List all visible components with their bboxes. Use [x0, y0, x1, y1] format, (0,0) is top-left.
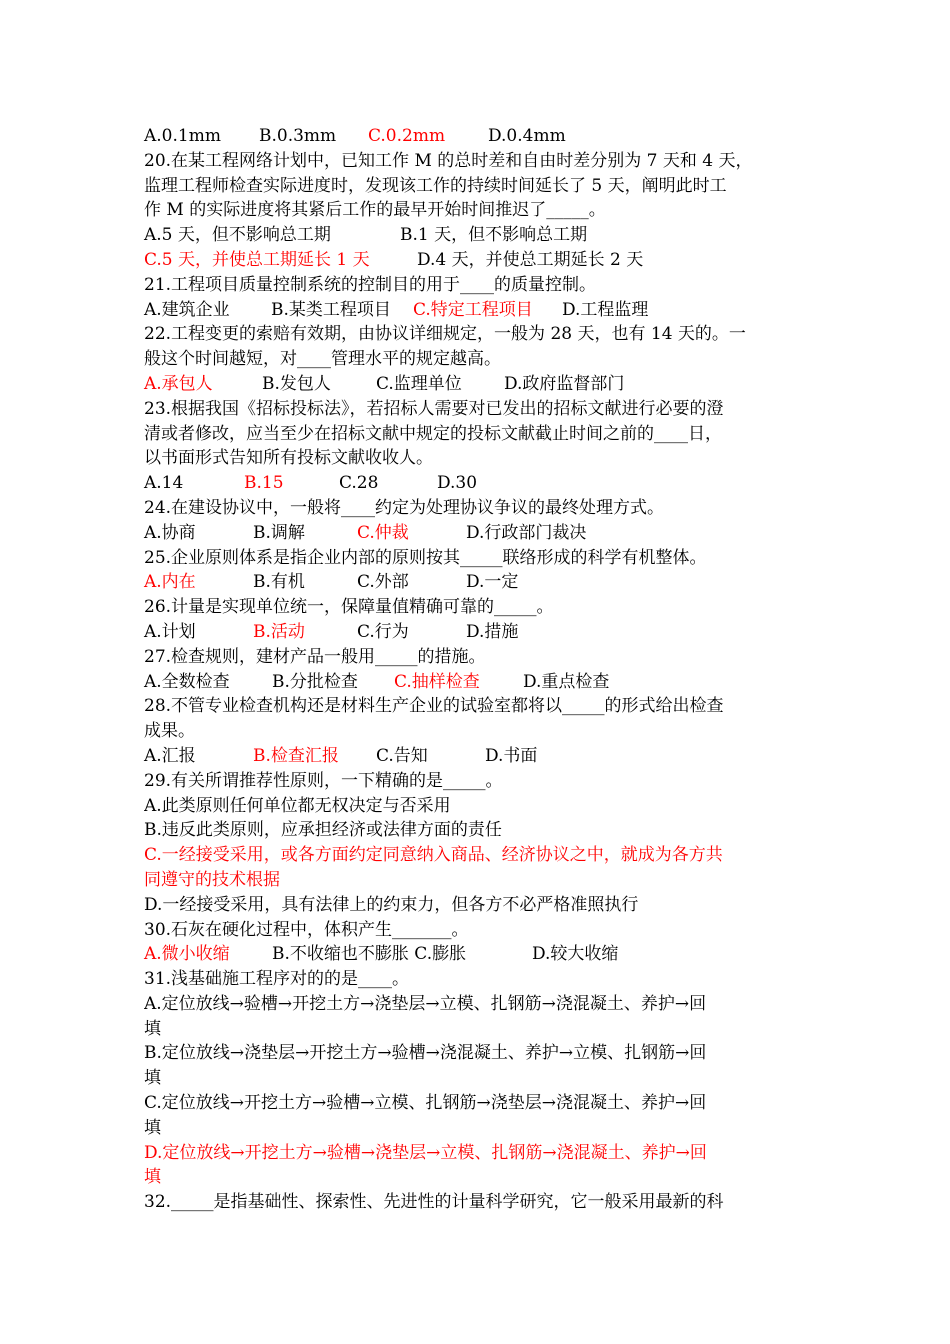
option: C.行为	[357, 621, 409, 642]
answer-option: C.抽样检查	[394, 671, 480, 692]
answer-option: B.检查汇报	[253, 745, 339, 766]
q31-text-line: 填	[144, 1068, 161, 1089]
q22-text-line: 22.工程变更的索赔有效期，由协议详细规定，一般为 28 天，也有 14 天的。一	[144, 324, 746, 345]
answer-option: C.仲裁	[357, 522, 409, 543]
q31-text-line: A.定位放线→验槽→开挖土方→浇垫层→立模、扎钢筋→浇混凝土、养护→回	[144, 993, 707, 1014]
q20-text	[144, 149, 804, 223]
option: D.4 天，并使总工期延长 2 天	[417, 249, 644, 270]
option: B.某类工程项目	[271, 299, 391, 320]
option: D.30	[437, 473, 478, 494]
option: A.全数检查	[144, 671, 230, 692]
q29-option-c-line: C.一经接受采用，或各方面约定同意纳入商品、经济协议之中，就成为各方共	[144, 845, 723, 866]
q19-options	[144, 124, 804, 149]
q30-text	[144, 918, 804, 943]
question-list	[144, 124, 804, 1215]
q20-options-row1	[144, 223, 804, 248]
q21-options	[144, 298, 804, 323]
answer-option: C.5 天，并使总工期延长 1 天	[144, 249, 370, 270]
q31-text-line: 填	[144, 1018, 161, 1039]
option: C.告知	[376, 745, 428, 766]
q25-text	[144, 546, 804, 571]
q31-option-d	[144, 1141, 804, 1191]
option: D.工程监理	[562, 299, 649, 320]
q29-text-line: A.此类原则任何单位都无权决定与否采用	[144, 795, 451, 816]
option: B.0.3mm	[259, 126, 337, 146]
option: B.1 天，但不影响总工期	[400, 225, 588, 246]
q29-text	[144, 769, 804, 843]
q30-options	[144, 942, 804, 967]
q28-text-line: 成果。	[144, 721, 195, 742]
option: C.监理单位	[376, 373, 462, 394]
q29-option-c-line: 同遵守的技术根据	[144, 869, 280, 890]
option: D.行政部门裁决	[466, 522, 587, 543]
q20-text-line: 监理工程师检查实际进度时，发现该工作的持续时间延长了 5 天，阐明此时工	[144, 175, 727, 196]
q28-text	[144, 694, 804, 744]
q28-options	[144, 744, 804, 769]
q24-text-line: 24.在建设协议中，一般将____约定为处理协议争议的最终处理方式。	[144, 497, 665, 518]
q30-text-line: 30.石灰在硬化过程中，体积产生_______。	[144, 919, 469, 940]
option: D.措施	[466, 621, 519, 642]
option: A.计划	[144, 621, 196, 642]
q22-options	[144, 372, 804, 397]
option: A.5 天，但不影响总工期	[144, 225, 331, 246]
q29-option-d	[144, 893, 804, 918]
q24-text	[144, 496, 804, 521]
option: A.汇报	[144, 745, 196, 766]
q23-options	[144, 471, 804, 496]
q24-options	[144, 521, 804, 546]
q25-text-line: 25.企业原则体系是指企业内部的原则按其_____联络形成的科学有机整体。	[144, 547, 707, 568]
option: B.发包人	[262, 373, 331, 394]
q23-text-line: 23.根据我国《招标投标法》，若招标人需要对已发出的招标文献进行必要的澄	[144, 398, 724, 419]
q20-text-line: 20.在某工程网络计划中，已知工作 M 的总时差和自由时差分别为 7 天和 4 天，	[144, 150, 753, 171]
q27-text	[144, 645, 804, 670]
q29-option-c	[144, 843, 804, 893]
option: C.外部	[357, 572, 409, 593]
option: B.调解	[253, 522, 305, 543]
option: D.重点检查	[523, 671, 610, 692]
option: D.0.4mm	[488, 126, 566, 146]
option: D.书面	[485, 745, 538, 766]
q23-text	[144, 397, 804, 471]
q31-text-line: 31.浅基础施工程序对的的是____。	[144, 969, 410, 990]
option: D.较大收缩	[532, 944, 619, 965]
q20-text-line: 作 M 的实际进度将其紧后工作的最早开始时间推迟了_____。	[144, 200, 606, 221]
q26-text-line: 26.计量是实现单位统一，保障量值精确可靠的_____。	[144, 597, 554, 618]
q28-text-line: 28.不管专业检查机构还是材料生产企业的试验室都将以_____的形式给出检查	[144, 696, 724, 717]
q29-option-d-line: D.一经接受采用，具有法律上的约束力，但各方不必严格准照执行	[144, 894, 639, 915]
q31-text-line: 填	[144, 1117, 161, 1138]
answer-option: B.活动	[253, 621, 305, 642]
q31-option-d-line: 填	[144, 1167, 161, 1188]
option: A.14	[144, 473, 184, 494]
q31-text-line: B.定位放线→浇垫层→开挖土方→验槽→浇混凝土、养护→立模、扎钢筋→回	[144, 1043, 707, 1064]
q27-text-line: 27.检查规则，建材产品一般用_____的措施。	[144, 646, 486, 667]
q31-option-d-line: D.定位放线→开挖土方→验槽→浇垫层→立模、扎钢筋→浇混凝土、养护→回	[144, 1142, 707, 1163]
q32-text-line: 32._____是指基础性、探索性、先进性的计量科学研究，它一般采用最新的科	[144, 1192, 724, 1213]
answer-option: A.承包人	[144, 373, 213, 394]
q29-text-line: 29.有关所谓推荐性原则，一下精确的是_____。	[144, 770, 503, 791]
q26-text	[144, 595, 804, 620]
q21-text-line: 21.工程项目质量控制系统的控制目的用于____的质量控制。	[144, 274, 597, 295]
q27-options	[144, 670, 804, 695]
answer-option: C.特定工程项目	[413, 299, 533, 320]
q25-options	[144, 570, 804, 595]
q21-text	[144, 273, 804, 298]
answer-option: A.内在	[144, 572, 196, 593]
option: D.政府监督部门	[504, 373, 625, 394]
option: A.建筑企业	[144, 299, 230, 320]
q26-options	[144, 620, 804, 645]
answer-option: C.0.2mm	[368, 126, 446, 146]
option: A.协商	[144, 522, 196, 543]
option: A.0.1mm	[144, 126, 221, 146]
q31-text	[144, 967, 804, 1141]
option: C.28	[339, 473, 379, 494]
q31-text-line: C.定位放线→开挖土方→验槽→立模、扎钢筋→浇垫层→浇混凝土、养护→回	[144, 1093, 707, 1114]
q32-text	[144, 1190, 804, 1215]
q29-text-line: B.违反此类原则，应承担经济或法律方面的责任	[144, 820, 502, 841]
q20-options-row2	[144, 248, 804, 273]
option: B.有机	[253, 572, 305, 593]
option: B.分批检查	[272, 671, 358, 692]
q23-text-line: 以书面形式告知所有投标文献收收人。	[144, 448, 433, 469]
q22-text-line: 般这个时间越短，对____管理水平的规定越高。	[144, 349, 501, 370]
option: B.不收缩也不膨胀 C.膨胀	[272, 944, 467, 965]
answer-option: A.微小收缩	[144, 944, 230, 965]
q23-text-line: 清或者修改，应当至少在招标文献中规定的投标文献截止时间之前的____日，	[144, 423, 722, 444]
q22-text	[144, 322, 804, 372]
option: D.一定	[466, 572, 519, 593]
answer-option: B.15	[244, 473, 284, 494]
